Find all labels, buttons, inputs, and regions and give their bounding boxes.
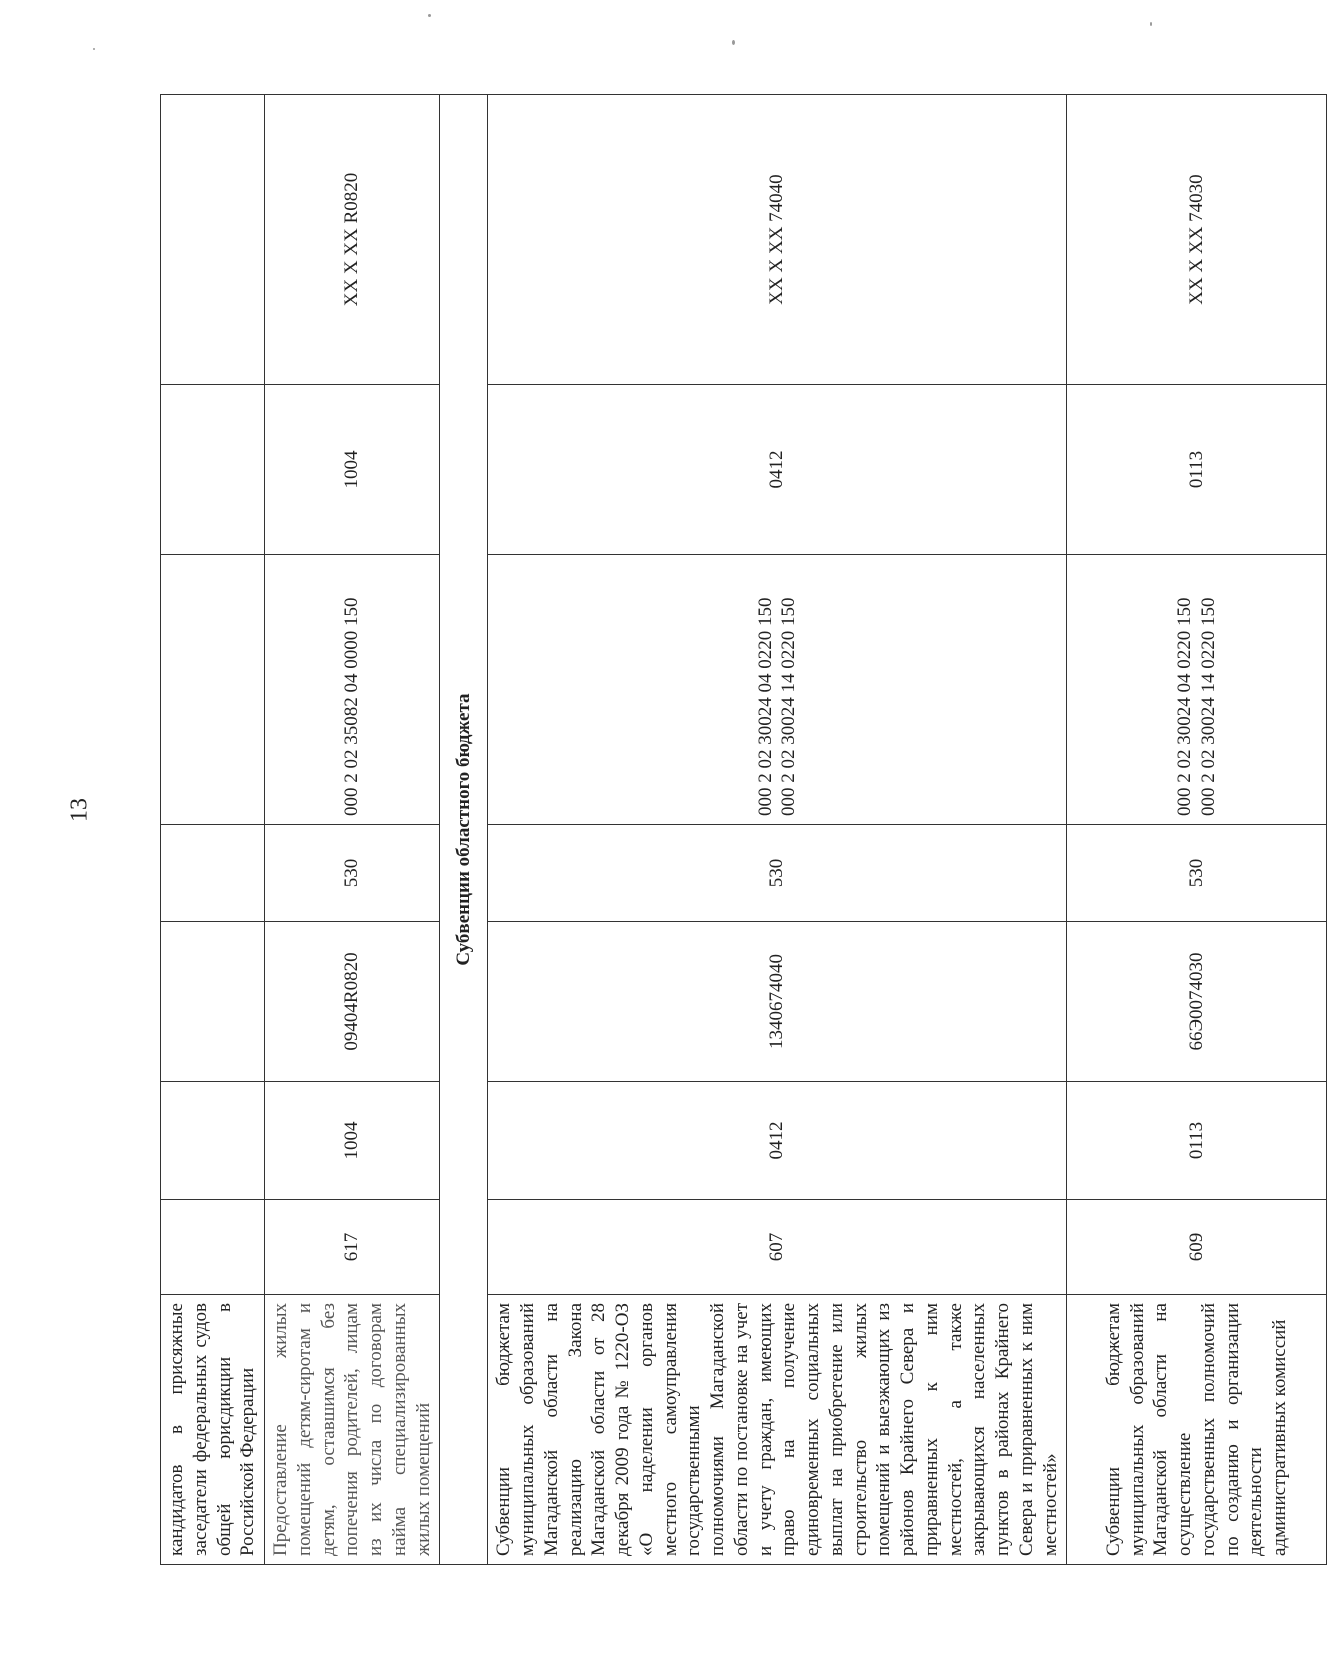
rotated-table-sheet bbox=[160, 95, 1290, 1565]
row4-admin-code: 607 bbox=[488, 1200, 1067, 1295]
row2-section2: 1004 bbox=[265, 385, 440, 555]
rotated-table-container bbox=[160, 95, 1290, 1565]
table-row bbox=[1067, 95, 1327, 1565]
row5-income-code-1: 000 2 02 30024 04 0220 150 bbox=[1174, 597, 1195, 816]
row5-code: XX X XX 74030 bbox=[1067, 95, 1327, 385]
table-row bbox=[488, 95, 1067, 1565]
row5-section: 0113 bbox=[1067, 1082, 1327, 1200]
scan-speck bbox=[732, 40, 735, 45]
row4-target: 1340674040 bbox=[488, 922, 1067, 1082]
scan-speck bbox=[93, 48, 95, 50]
row5-description: Субвенции бюджетам муниципальных образований Магаданской области на осуществление государственных полномочий по созданию и организации деятельности административных комиссий bbox=[1067, 1295, 1327, 1565]
page-number: 13 bbox=[66, 798, 93, 822]
section-header: Субвенции областного бюджета bbox=[440, 95, 488, 1565]
row5-kvr: 530 bbox=[1067, 825, 1327, 922]
row1-kvr bbox=[161, 825, 265, 922]
row2-income-code: 000 2 02 35082 04 0000 150 bbox=[265, 555, 440, 825]
row1-description: кандидатов в присяжные заседатели федеральных судов общей юрисдикции в Российской Федерации bbox=[161, 1295, 265, 1565]
row2-kvr: 530 bbox=[265, 825, 440, 922]
scan-speck bbox=[1150, 22, 1152, 26]
table-row bbox=[161, 95, 265, 1565]
row2-section: 1004 bbox=[265, 1082, 440, 1200]
table-row-section-header bbox=[440, 95, 488, 1565]
row1-income-code bbox=[161, 555, 265, 825]
scan-speck bbox=[428, 14, 431, 17]
row5-target: 66Э0074030 bbox=[1067, 922, 1327, 1082]
row1-admin-code bbox=[161, 1200, 265, 1295]
row4-section2: 0412 bbox=[488, 385, 1067, 555]
row4-income-code-1: 000 2 02 30024 04 0220 150 bbox=[754, 597, 776, 816]
row2-code: XX X XX R0820 bbox=[265, 95, 440, 385]
row1-target bbox=[161, 922, 265, 1082]
table-row bbox=[265, 95, 440, 1565]
row4-income-code-2: 000 2 02 30024 14 0220 150 bbox=[778, 597, 800, 816]
row4-section: 0412 bbox=[488, 1082, 1067, 1200]
budget-codes-table bbox=[160, 94, 1327, 1565]
row1-section2 bbox=[161, 385, 265, 555]
row1-section bbox=[161, 1082, 265, 1200]
row4-kvr: 530 bbox=[488, 825, 1067, 922]
row1-code bbox=[161, 95, 265, 385]
row2-description: Предоставление жилых помещений детям-сиротам и детям, оставшимся без попечения родителей, лицам из их числа по договорам найма специализированных жилых помещений bbox=[265, 1295, 440, 1565]
row5-section2: 0113 bbox=[1067, 385, 1327, 555]
row2-target: 09404R0820 bbox=[265, 922, 440, 1082]
row2-admin-code: 617 bbox=[265, 1200, 440, 1295]
row4-description: Субвенции бюджетам муниципальных образований Магаданской области на реализацию Закона Магаданской области от 28 декабря 2009 года № 1220-ОЗ «О наделении органов местного самоуправления государственными полномочиями Магаданской области по постановке на учет и учету граждан, имеющих право на получение единовременных социальных выплат на приобретение или строительство жилых помещений и выезжающих из районов Крайнего Севера и приравненных к ним местностей, а также закрывающихся населенных пунктов в районах Крайнего Севера и приравненных к ним местностей» bbox=[488, 1295, 1067, 1565]
row5-income-code-2: 000 2 02 30024 14 0220 150 bbox=[1197, 597, 1219, 816]
row5-admin-code: 609 bbox=[1067, 1200, 1327, 1295]
row4-code: XX X XX 74040 bbox=[488, 95, 1067, 385]
row5-income-codes bbox=[1067, 555, 1327, 825]
row4-income-codes bbox=[488, 555, 1067, 825]
